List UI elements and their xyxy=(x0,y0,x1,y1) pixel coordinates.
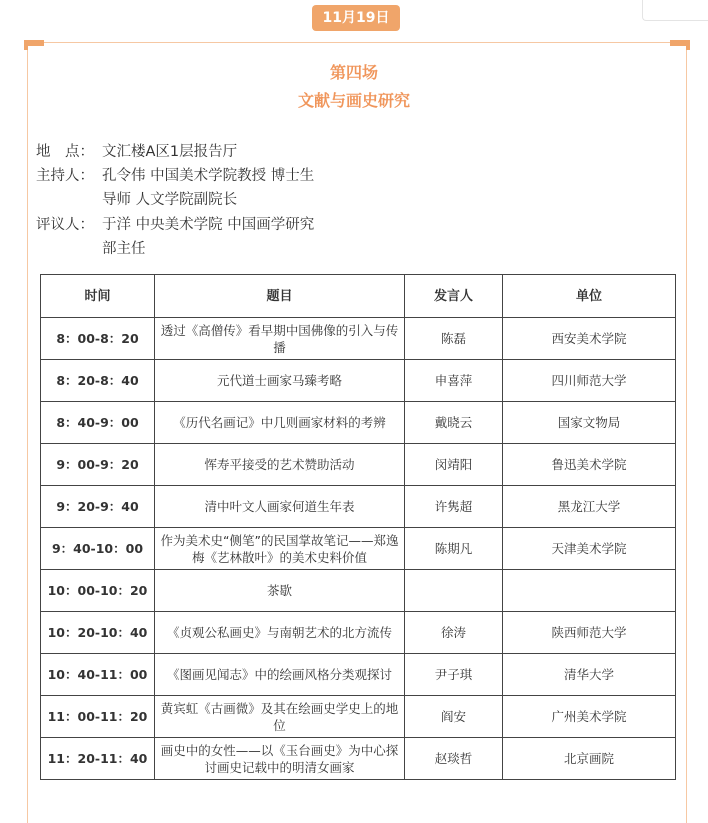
frame-corner-right-vertical xyxy=(686,40,690,50)
time-cell: 8：20-8：40 xyxy=(41,360,155,402)
unit-cell xyxy=(503,570,676,612)
table-row xyxy=(41,486,676,528)
host-label: 主持人： xyxy=(36,168,94,184)
speaker-cell: 戴晓云 xyxy=(405,402,503,444)
topic-cell: 元代道士画家马臻考略 xyxy=(155,360,405,402)
time-cell: 9：20-9：40 xyxy=(41,486,155,528)
speaker-cell xyxy=(405,570,503,612)
table-row xyxy=(41,402,676,444)
host-value-line2: 导师 人文学院副院长 xyxy=(102,192,238,208)
topic-cell: 画史中的女性——以《玉台画史》为中心探讨画史记载中的明清女画家 xyxy=(155,738,405,780)
unit-cell: 北京画院 xyxy=(503,738,676,780)
time-cell: 10：00-10：20 xyxy=(41,570,155,612)
host-row xyxy=(36,164,314,188)
reviewer-value-line2: 部主任 xyxy=(102,241,146,257)
speaker-cell: 申喜萍 xyxy=(405,360,503,402)
time-cell: 11：00-11：20 xyxy=(41,696,155,738)
unit-cell: 国家文物局 xyxy=(503,402,676,444)
speaker-cell: 尹子琪 xyxy=(405,654,503,696)
speaker-cell: 闵靖阳 xyxy=(405,444,503,486)
topic-cell: 黄宾虹《古画微》及其在绘画史学史上的地位 xyxy=(155,696,405,738)
venue-label: 地 点： xyxy=(36,144,94,160)
venue-value: 文汇楼A区1层报告厅 xyxy=(102,144,238,160)
top-right-decoration xyxy=(642,0,708,21)
topic-cell: 《图画见闻志》中的绘画风格分类观探讨 xyxy=(155,654,405,696)
schedule-table xyxy=(40,274,676,780)
session-label: 第四场 xyxy=(329,63,378,82)
time-cell: 8：40-9：00 xyxy=(41,402,155,444)
unit-cell: 清华大学 xyxy=(503,654,676,696)
time-cell: 11：20-11：40 xyxy=(41,738,155,780)
table-header-row xyxy=(41,275,676,318)
time-cell: 10：20-10：40 xyxy=(41,612,155,654)
unit-cell: 黑龙江大学 xyxy=(503,486,676,528)
speaker-cell: 阎安 xyxy=(405,696,503,738)
header-time: 时间 xyxy=(41,275,155,318)
unit-cell: 西安美术学院 xyxy=(503,318,676,360)
topic-cell: 茶歇 xyxy=(155,570,405,612)
unit-cell: 四川师范大学 xyxy=(503,360,676,402)
unit-cell: 天津美术学院 xyxy=(503,528,676,570)
header-speaker: 发言人 xyxy=(405,275,503,318)
unit-cell: 鲁迅美术学院 xyxy=(503,444,676,486)
table-row xyxy=(41,612,676,654)
reviewer-row xyxy=(36,213,314,237)
venue-row xyxy=(36,140,237,164)
reviewer-value-line1: 于洋 中央美术学院 中国画学研究 xyxy=(102,217,315,233)
header-unit: 单位 xyxy=(503,275,676,318)
table-row xyxy=(41,318,676,360)
header-topic: 题目 xyxy=(155,275,405,318)
speaker-cell: 陈磊 xyxy=(405,318,503,360)
frame-corner-left-vertical xyxy=(24,40,28,50)
time-cell: 9：40-10：00 xyxy=(41,528,155,570)
table-row xyxy=(41,570,676,612)
table-row xyxy=(41,528,676,570)
table-row xyxy=(41,696,676,738)
speaker-cell: 徐涛 xyxy=(405,612,503,654)
time-cell: 8：00-8：20 xyxy=(41,318,155,360)
reviewer-label: 评议人： xyxy=(36,217,94,233)
time-cell: 10：40-11：00 xyxy=(41,654,155,696)
host-value-line1: 孔令伟 中国美术学院教授 博士生 xyxy=(102,168,315,184)
topic-cell: 清中叶文人画家何道生年表 xyxy=(155,486,405,528)
topic-cell: 透过《高僧传》看早期中国佛像的引入与传播 xyxy=(155,318,405,360)
topic-cell: 《历代名画记》中几则画家材料的考辨 xyxy=(155,402,405,444)
session-title: 文献与画史研究 xyxy=(297,91,410,110)
speaker-cell: 许隽超 xyxy=(405,486,503,528)
speaker-cell: 陈期凡 xyxy=(405,528,503,570)
table-row xyxy=(41,360,676,402)
unit-cell: 陕西师范大学 xyxy=(503,612,676,654)
table-row xyxy=(41,444,676,486)
unit-cell: 广州美术学院 xyxy=(503,696,676,738)
topic-cell: 作为美术史“侧笔”的民国掌故笔记——郑逸梅《艺林散叶》的美术史料价值 xyxy=(155,528,405,570)
speaker-cell: 赵琰哲 xyxy=(405,738,503,780)
topic-cell: 恽寿平接受的艺术赞助活动 xyxy=(155,444,405,486)
table-row xyxy=(41,654,676,696)
table-row xyxy=(41,738,676,780)
topic-cell: 《贞观公私画史》与南朝艺术的北方流传 xyxy=(155,612,405,654)
date-badge: 11月19日 xyxy=(312,5,400,31)
time-cell: 9：00-9：20 xyxy=(41,444,155,486)
